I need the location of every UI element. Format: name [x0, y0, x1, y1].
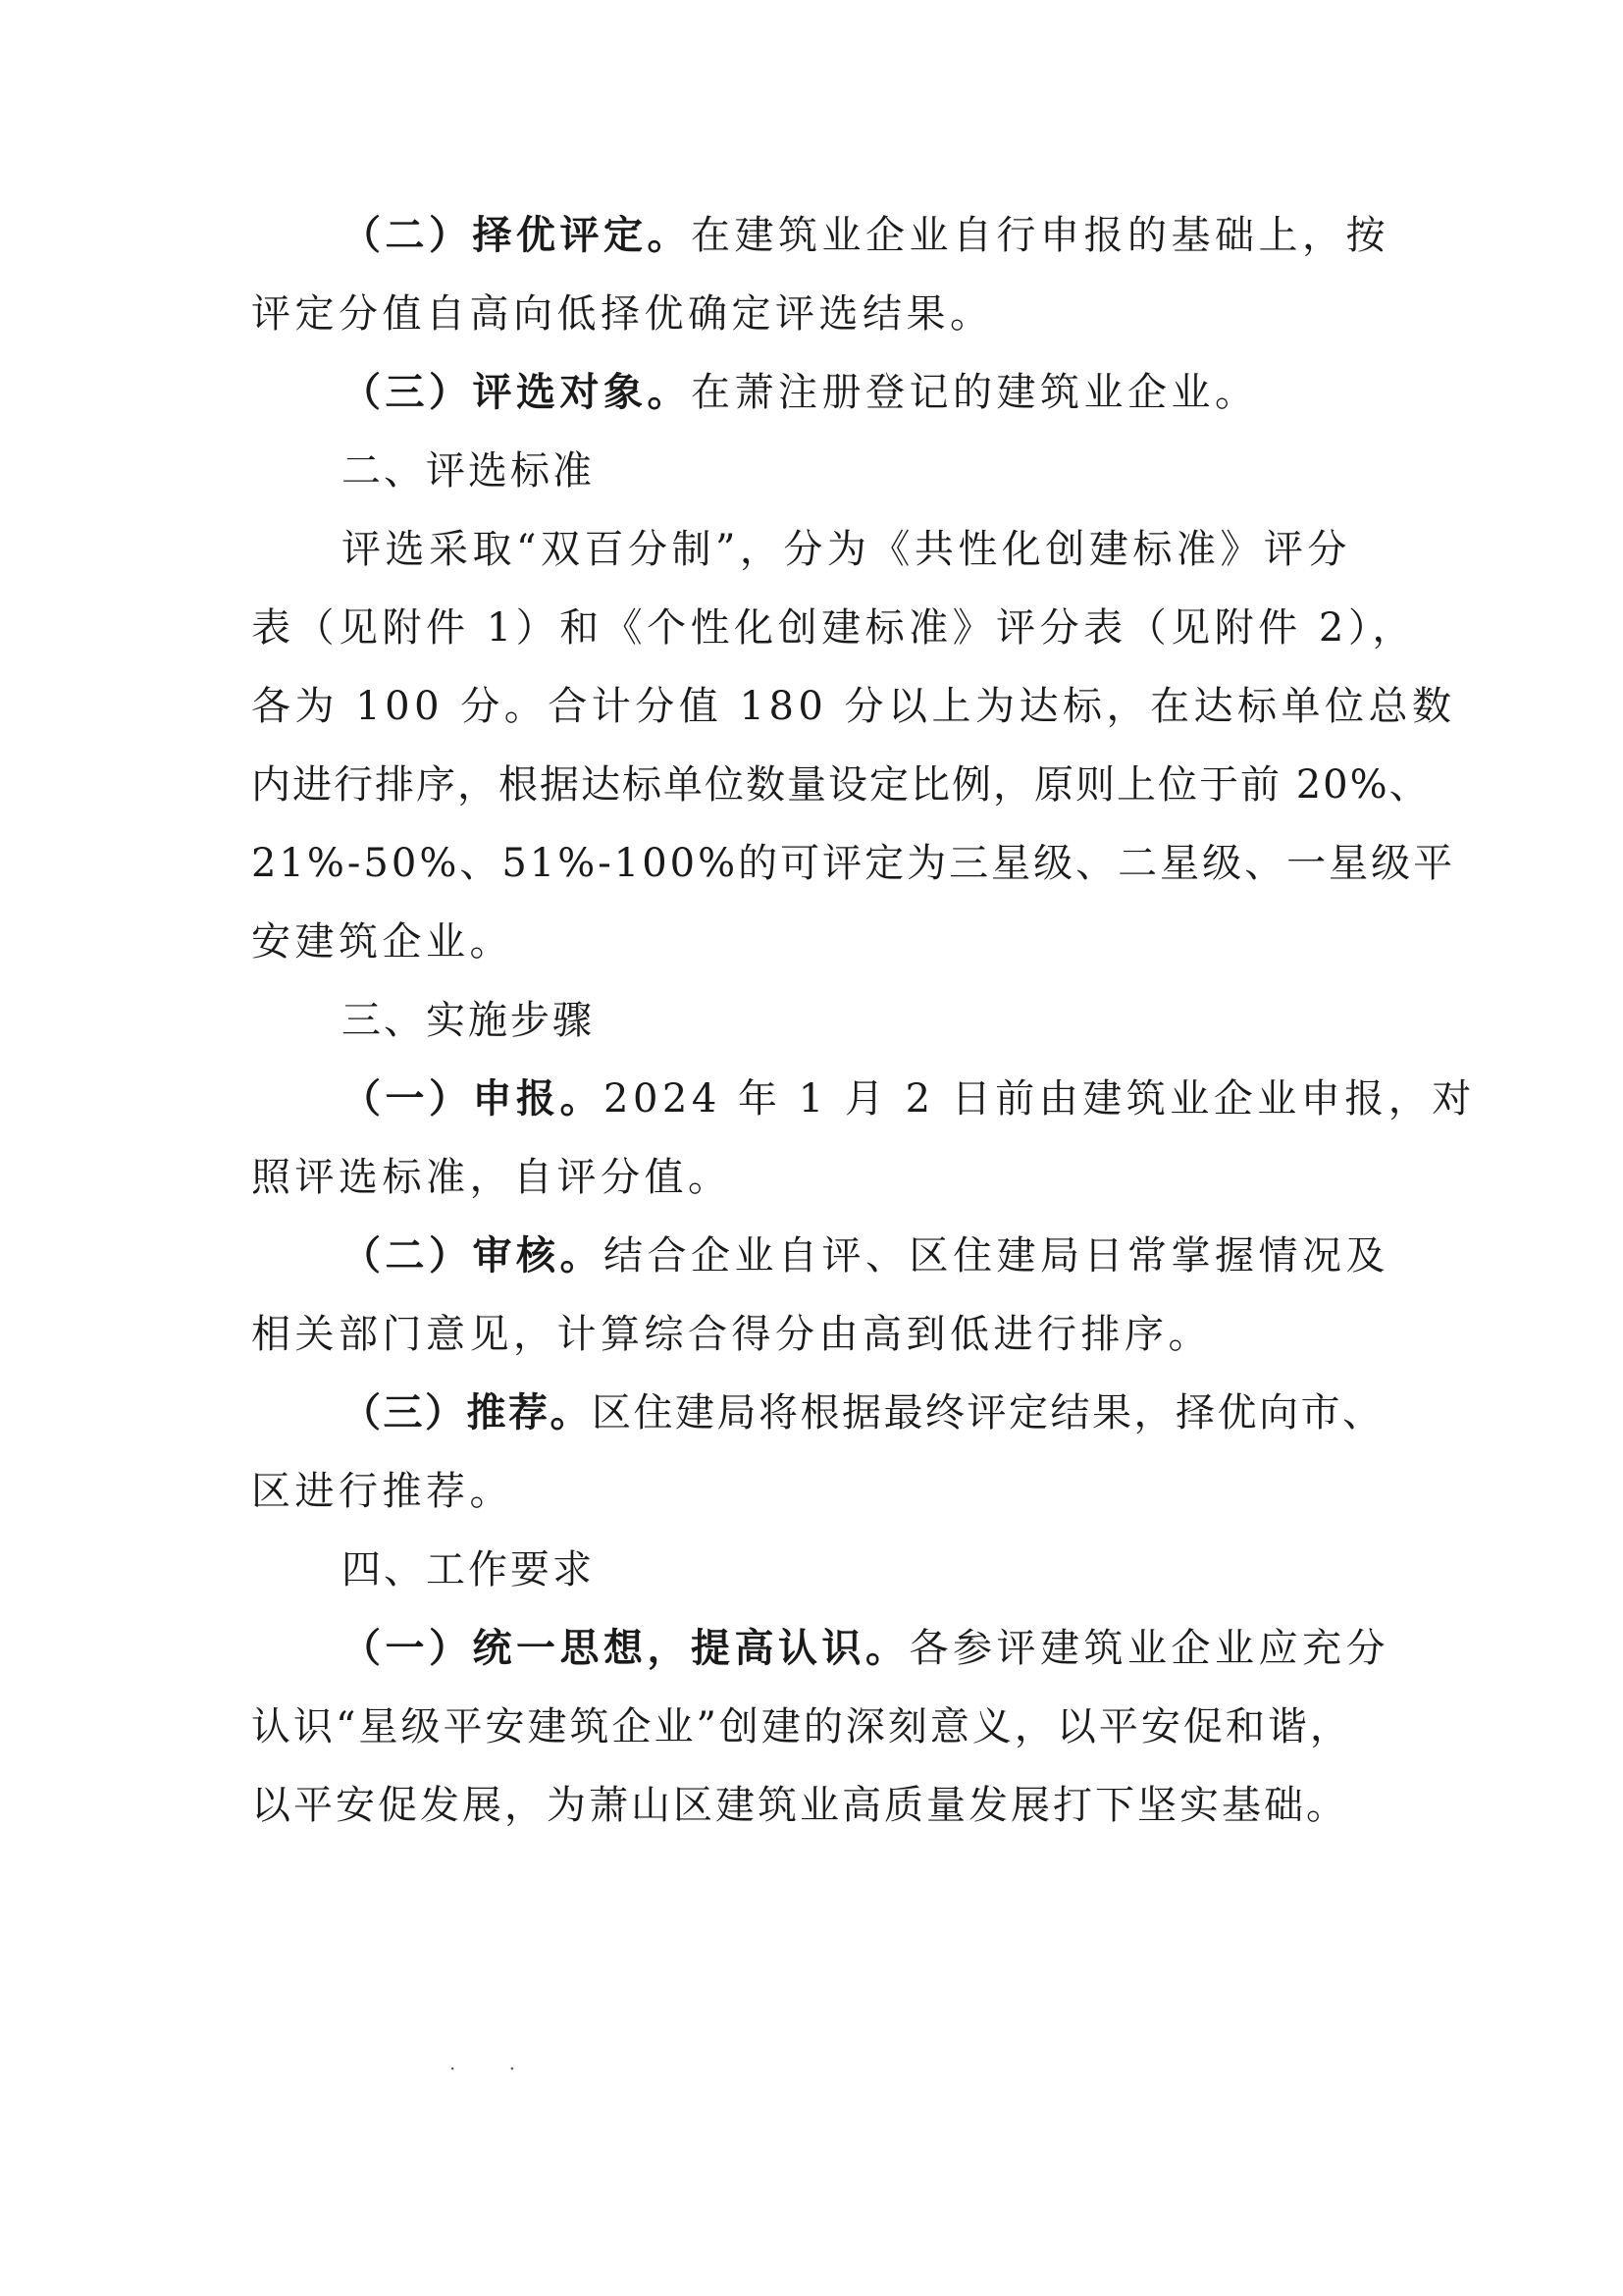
paragraph-line: 相关部门意见，计算综合得分由高到低进行排序。: [251, 1312, 1212, 1357]
item-text: 结合企业自评、区住建局日常掌握情况及: [603, 1233, 1389, 1278]
paragraph-line: 以平安促发展，为萧山区建筑业高质量发展打下坚实基础。: [251, 1783, 1348, 1828]
item-lead: （三）推荐。: [341, 1389, 592, 1435]
section-heading: 四、工作要求: [341, 1547, 595, 1592]
paragraph-line: 21%-50%、51%-100%的可评定为三星级、二星级、一星级平: [251, 841, 1456, 886]
paragraph-line: 照评选标准，自评分值。: [251, 1155, 732, 1200]
paragraph-line: 内进行排序，根据达标单位数量设定比例，原则上位于前 20%、: [251, 762, 1431, 808]
scan-marks: · ·: [449, 2057, 540, 2080]
item-text: 在萧注册登记的建筑业企业。: [691, 370, 1259, 415]
paragraph-line: [341, 365, 1389, 420]
item-lead: （二）择优评定。: [341, 212, 691, 258]
paragraph-line: [341, 1228, 1389, 1283]
paragraph-line: [341, 1385, 1389, 1440]
section-heading: 二、评选标准: [341, 448, 595, 494]
item-text: 区住建局将根据最终评定结果，择优向市、: [592, 1390, 1385, 1435]
paragraph-line: 评选采取“双百分制”，分为《共性化创建标准》评分: [341, 527, 1351, 572]
item-lead: （一）统一思想，提高认识。: [341, 1625, 910, 1671]
paragraph-line: 评定分值自高向低择优确定评选结果。: [251, 291, 994, 337]
item-text: 各参评建筑业企业应充分: [909, 1626, 1389, 1671]
paragraph-line: 各为 100 分。合计分值 180 分以上为达标，在达标单位总数: [251, 684, 1456, 729]
item-lead: （三）评选对象。: [341, 369, 691, 415]
paragraph-line: 认识“星级平安建筑企业”创建的深刻意义，以平安促和谐，: [251, 1704, 1352, 1749]
paragraph-line: 安建筑企业。: [251, 919, 513, 965]
paragraph-line: [341, 1621, 1389, 1676]
item-lead: （一）申报。: [341, 1075, 603, 1122]
item-text: 2024 年 1 月 2 日前由建筑业企业申报，对: [603, 1076, 1476, 1122]
paragraph-line: [341, 208, 1389, 263]
paragraph-line: 区进行推荐。: [251, 1469, 513, 1514]
paragraph-line: [341, 1071, 1476, 1126]
paragraph-line: 表（见附件 1）和《个性化创建标准》评分表（见附件 2），: [251, 605, 1416, 651]
section-heading: 三、实施步骤: [341, 998, 595, 1043]
item-lead: （二）审核。: [341, 1232, 603, 1278]
item-text: 在建筑业企业自行申报的基础上，按: [691, 213, 1389, 258]
